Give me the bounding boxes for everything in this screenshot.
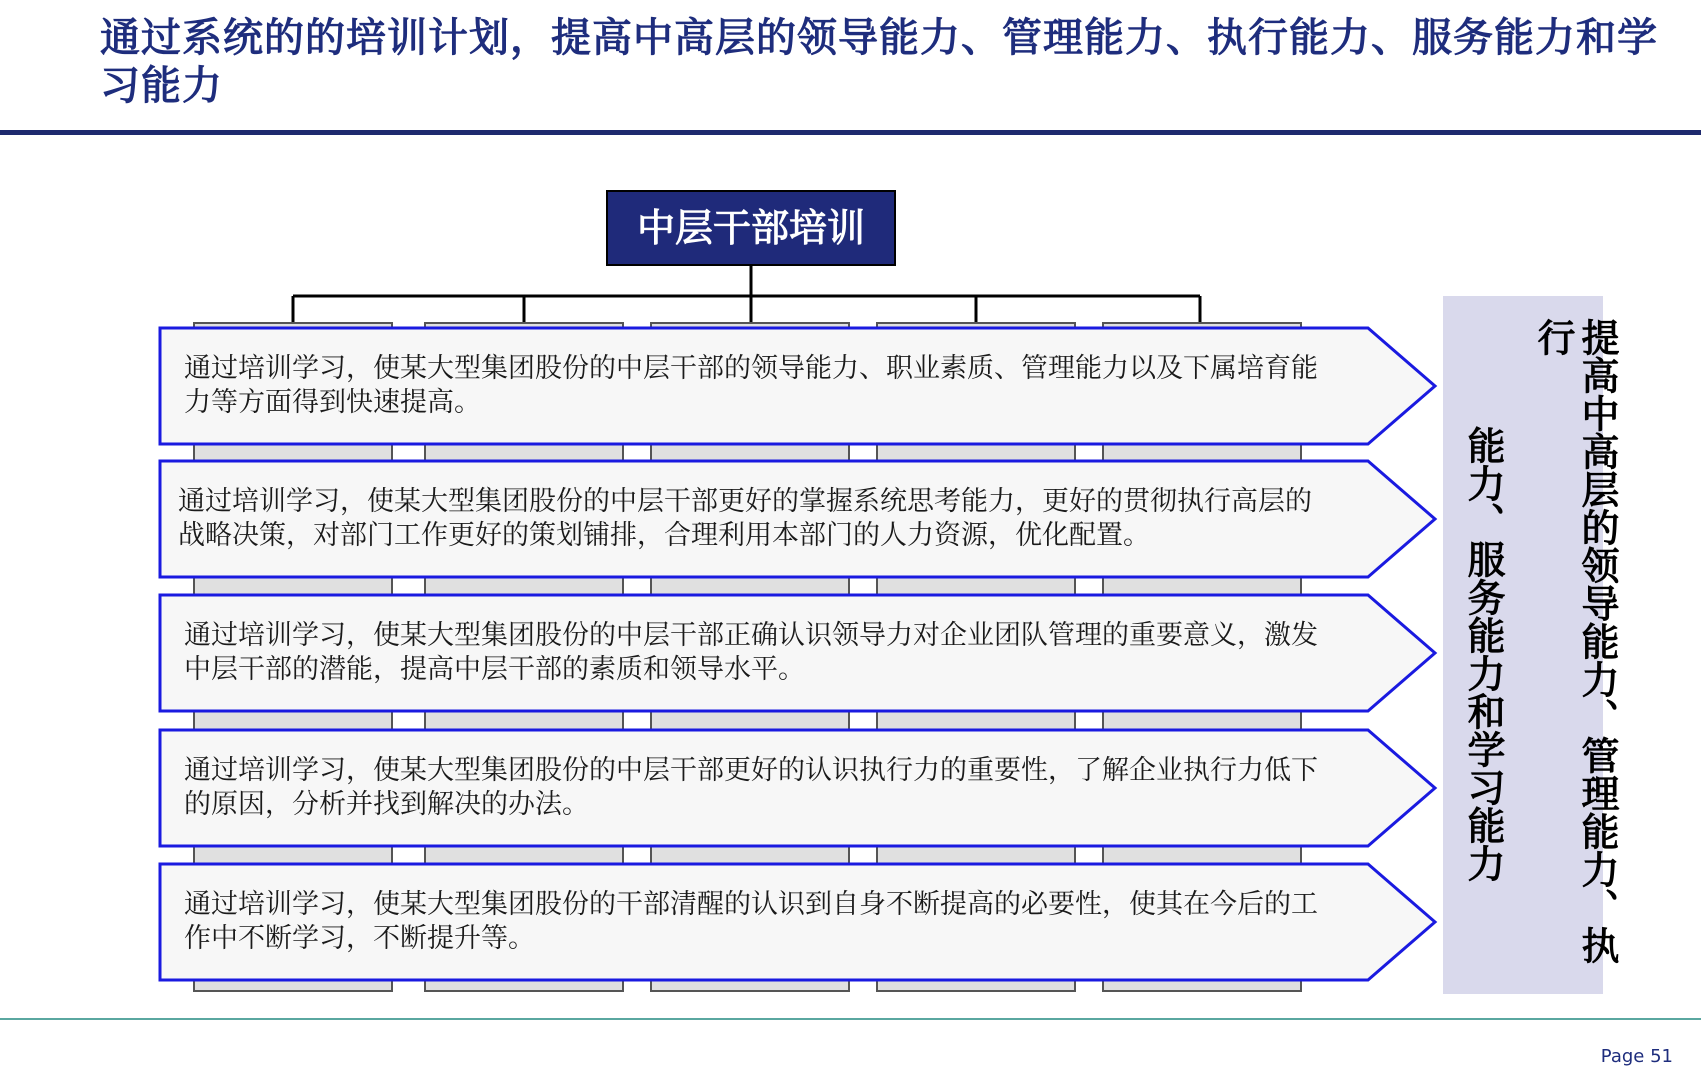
list-item-text: 通过培训学习，使某大型集团股份的中层干部更好的掌握系统思考能力，更好的贯彻执行高层的战略决策，对部门工作更好的策划铺排，合理利用本部门的人力资源，优化配置。 [178, 486, 1312, 551]
list-item [158, 326, 1438, 446]
goal-text-col2: 能力、服务能力和学习能力 [1461, 426, 1505, 882]
goal-panel [1443, 296, 1619, 994]
list-item-text: 通过培训学习，使某大型集团股份的中层干部更好的认识执行力的重要性，了解企业执行力低下的原因，分析并找到解决的办法。 [184, 755, 1318, 820]
page-title: 通过系统的的培训计划，提高中高层的领导能力、管理能力、执行能力、服务能力和学习能力 [100, 15, 1658, 109]
list-item-text: 通过培训学习，使某大型集团股份的中层干部的领导能力、职业素质、管理能力以及下属培育能力等方面得到快速提高。 [184, 353, 1318, 418]
goal-text-col1: 提高中高层的领导能力、管理能力、执行 [1531, 318, 1619, 964]
list-item [158, 459, 1438, 579]
root-node: 中层干部培训 [606, 190, 896, 266]
list-item [158, 862, 1438, 982]
list-item [158, 728, 1438, 848]
footer-divider [0, 1018, 1701, 1020]
list-item [158, 593, 1438, 713]
list-item-text: 通过培训学习，使某大型集团股份的中层干部正确认识领导力对企业团队管理的重要意义，激发中层干部的潜能，提高中层干部的素质和领导水平。 [184, 620, 1318, 685]
list-item-text: 通过培训学习，使某大型集团股份的干部清醒的认识到自身不断提高的必要性，使其在今后的工作中不断学习，不断提升等。 [184, 889, 1318, 954]
page-number: Page 51 [1600, 1046, 1673, 1067]
org-connector-lines [0, 0, 1701, 330]
